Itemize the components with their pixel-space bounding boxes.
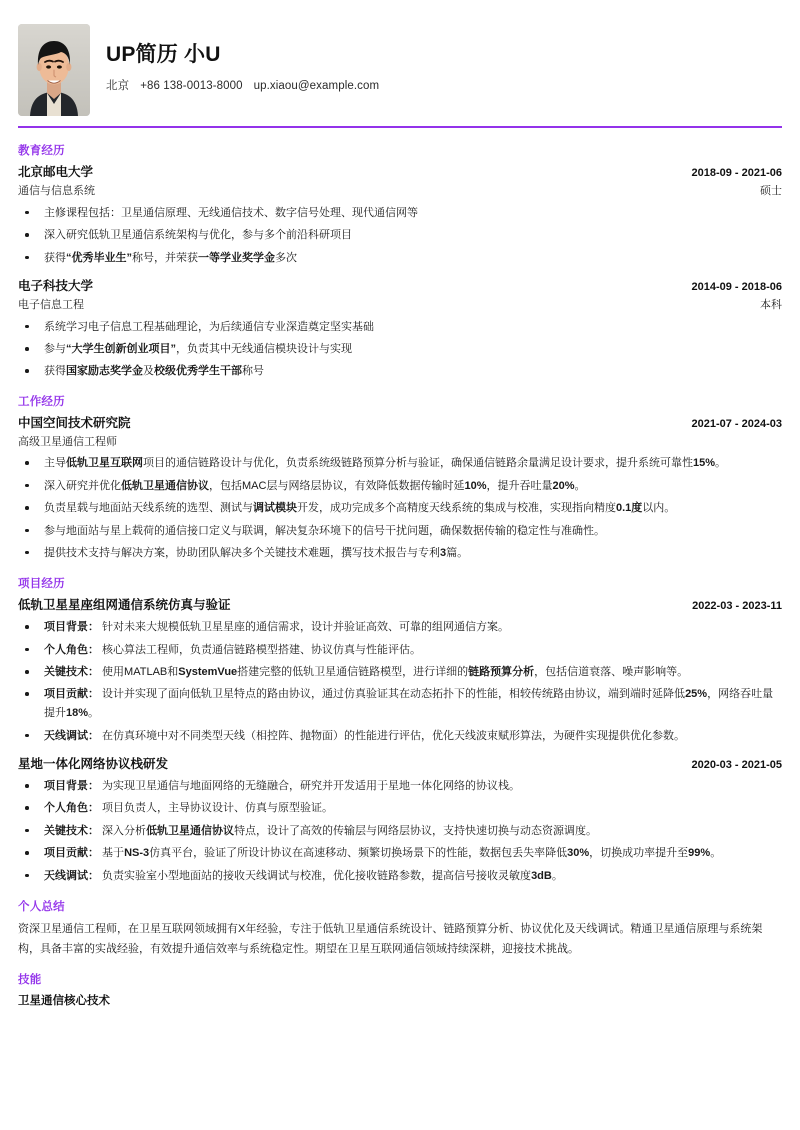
bullet-text: 设计并实现了面向低轨卫星特点的路由协议，通过仿真验证其在动态拓扑下的性能，相较传统路由协议，端到端时延降低 — [99, 688, 686, 701]
bullet-text: 项目的通信链路设计与优化，负责系统级链路预算分析与验证，确保通信链路余量满足设计要求，提升系统可靠性 — [143, 457, 693, 470]
bullet-emphasis: 30% — [567, 847, 590, 860]
entry-subtitle: 电子信息工程 — [18, 299, 84, 312]
bullet-emphasis: 20% — [552, 479, 575, 492]
list-item — [18, 618, 782, 637]
list-item — [18, 777, 782, 796]
bullet-emphasis: 个人角色： — [44, 643, 99, 656]
bullet-text: 以内。 — [642, 502, 676, 515]
entry-date-range: 2014-09 - 2018-06 — [691, 280, 782, 293]
list-item — [18, 454, 782, 473]
bullet-text: 。 — [715, 457, 727, 470]
entry-date-range: 2018-09 - 2021-06 — [691, 167, 782, 179]
bullet-emphasis: 天线调试： — [44, 729, 99, 742]
bullet-text: 获得 — [44, 251, 66, 264]
entry-header-row — [18, 277, 782, 296]
bullet-emphasis: 低轨卫星互联网 — [66, 457, 143, 470]
bullet-emphasis: 国家励志奖学金 — [66, 365, 143, 378]
entry — [18, 414, 782, 563]
entry-header-row — [18, 163, 782, 182]
bullet-emphasis: “优秀毕业生” — [66, 251, 132, 264]
entry-organization: 北京邮电大学 — [18, 165, 94, 179]
bullet-emphasis: 3dB — [531, 869, 552, 882]
bullet-text: ，网络吞吐量提升 — [44, 688, 774, 720]
list-item — [18, 204, 782, 223]
entry-organization: 中国空间技术研究院 — [18, 416, 131, 431]
bullet-emphasis: 项目贡献： — [44, 688, 99, 701]
contact-location: 北京 — [106, 80, 130, 93]
bullet-list — [18, 618, 782, 745]
bullet-list — [18, 318, 782, 382]
section-title-work: 工作经历 — [18, 396, 65, 409]
entry — [18, 596, 782, 746]
section-title-education: 教育经历 — [18, 145, 65, 157]
bullet-text: 主导 — [44, 457, 66, 470]
bullet-text: 。 — [710, 847, 722, 860]
bullet-emphasis: 项目背景： — [44, 621, 99, 634]
bullet-text: 搭建完整的低轨卫星通信链路模型，进行详细的 — [237, 666, 469, 679]
list-item — [18, 867, 782, 886]
bullet-text: 开发，成功完成多个高精度天线系统的集成与校准，实现指向精度 — [297, 502, 616, 515]
bullet-text: 项目负责人，主导协议设计、仿真与原型验证。 — [99, 802, 334, 815]
list-item — [18, 499, 782, 518]
section-title-summary: 个人总结 — [18, 900, 65, 913]
bullet-emphasis: 链路预算分析 — [468, 666, 535, 679]
bullet-emphasis: 10% — [464, 479, 487, 492]
bullet-emphasis: 3 — [440, 546, 447, 559]
entry-date-range: 2021-07 - 2024-03 — [691, 418, 782, 431]
bullet-emphasis: 个人角色： — [44, 802, 99, 815]
list-item — [18, 249, 782, 268]
entry-header-row — [18, 755, 782, 774]
list-item — [18, 226, 782, 245]
bullet-text: 。 — [551, 869, 563, 882]
bullet-text: ，负责其中无线通信模块设计与实现 — [176, 343, 352, 356]
bullet-emphasis: 0.1度 — [616, 502, 643, 515]
entry-subtitle-row — [18, 296, 782, 315]
bullet-emphasis: 15% — [693, 457, 716, 470]
bullet-text: 称号，并荣获 — [132, 251, 198, 264]
bullet-emphasis: 99% — [688, 847, 711, 860]
bullet-emphasis: 低轨卫星通信协议 — [146, 824, 235, 837]
entry-header-row — [18, 596, 782, 615]
entry-subtitle: 通信与信息系统 — [18, 185, 95, 198]
bullet-text: 主修课程包括：卫星通信原理、无线通信技术、数字信号处理、现代通信网等 — [44, 206, 418, 219]
bullet-text: 称号 — [242, 365, 264, 378]
list-item — [18, 318, 782, 337]
bullet-text: 参与地面站与星上载荷的通信接口定义与联调，解决复杂环境下的信号干扰问题，确保数据传输的稳定性与准确性。 — [44, 524, 605, 537]
bullet-emphasis: 调试模块 — [253, 502, 297, 515]
bullet-text: ，提升吞吐量 — [486, 479, 553, 492]
bullet-text: 负责实验室小型地面站的接收天线调试与校准，优化接收链路参数，提高信号接收灵敏度 — [99, 869, 532, 882]
bullet-emphasis: 天线调试： — [44, 869, 99, 882]
list-item — [18, 522, 782, 541]
bullet-text: 深入分析 — [99, 824, 147, 837]
bullet-text: 。 — [574, 479, 586, 492]
contact-phone: +86 138-0013-8000 — [140, 80, 243, 93]
entry-subtitle: 高级卫星通信工程师 — [18, 435, 117, 448]
bullet-list — [18, 454, 782, 563]
bullet-text: 使用MATLAB和 — [99, 666, 179, 679]
bullet-text: 多次 — [275, 251, 297, 264]
skill-group-title: 卫星通信核心技术 — [18, 994, 110, 1007]
resume-body — [18, 142, 782, 1010]
bullet-emphasis: 低轨卫星通信协议 — [121, 479, 209, 492]
section-education — [18, 142, 782, 381]
entry-subtitle-row — [18, 182, 782, 201]
bullet-text: 获得 — [44, 365, 66, 378]
bullet-text: ，包括信道衰落、噪声影响等。 — [534, 666, 689, 679]
bullet-text: 针对未来大规模低轨卫星星座的通信需求，设计并验证高效、可靠的组网通信方案。 — [99, 621, 510, 634]
section-work — [18, 393, 782, 563]
section-skills — [18, 971, 782, 1010]
entry-degree: 本科 — [760, 299, 782, 312]
bullet-text: 参与 — [44, 343, 66, 356]
bullet-text: ，包括MAC层与网络层协议，有效降低数据传输时延 — [209, 479, 465, 492]
section-title-skills: 技能 — [18, 973, 42, 986]
bullet-emphasis: 项目背景： — [44, 780, 99, 793]
list-item — [18, 685, 782, 723]
bullet-list — [18, 204, 782, 268]
bullet-emphasis: 18% — [66, 707, 89, 720]
section-projects — [18, 575, 782, 886]
resume-header — [18, 0, 782, 118]
entry-degree: 硕士 — [760, 185, 782, 198]
page-title: UP简历 小U — [106, 42, 221, 66]
bullet-text: 核心算法工程师，负责通信链路模型搭建、协议仿真与性能评估。 — [99, 643, 422, 656]
bullet-text: 特点，设计了高效的传输层与网络层协议，支持快速切换与动态资源调度。 — [234, 824, 598, 837]
avatar — [18, 24, 90, 116]
contact-line — [106, 77, 379, 93]
list-item — [18, 340, 782, 359]
list-item — [18, 362, 782, 381]
entry-organization: 电子科技大学 — [18, 278, 94, 293]
bullet-text: 。 — [88, 707, 100, 720]
bullet-text: ，切换成功率提升至 — [589, 847, 689, 860]
bullet-emphasis: 关键技术： — [44, 824, 99, 837]
entry-organization: 低轨卫星星座组网通信系统仿真与验证 — [18, 597, 231, 612]
entry-date-range: 2020-03 - 2021-05 — [691, 758, 782, 771]
contact-email[interactable]: up.xiaou@example.com — [253, 80, 380, 93]
list-item — [18, 477, 782, 496]
list-item — [18, 727, 782, 746]
portrait-photo-icon — [18, 24, 90, 116]
bullet-list — [18, 777, 782, 886]
list-item — [18, 799, 782, 818]
bullet-emphasis: SystemVue — [178, 666, 238, 679]
entry-subtitle-row — [18, 434, 782, 452]
bullet-text: 基于 — [99, 847, 125, 860]
header-divider — [18, 126, 782, 128]
list-item — [18, 663, 782, 682]
entry — [18, 755, 782, 886]
bullet-emphasis: NS-3 — [124, 847, 150, 860]
list-item — [18, 844, 782, 863]
bullet-emphasis: 一等学业奖学金 — [198, 251, 275, 264]
list-item — [18, 641, 782, 660]
summary-text: 资深卫星通信工程师，在卫星互联网领域拥有X年经验，专注于低轨卫星通信系统设计、链路预算分析、协议优化及天线调试。精通卫星通信原理与系统架构，具备丰富的实战经验，有效提升通信效率与系统稳定性。期望在卫星互联网通信领域持续深耕，迎接技术挑战。 — [18, 922, 763, 955]
bullet-text: 深入研究并优化 — [44, 479, 121, 492]
list-item — [18, 544, 782, 563]
bullet-text: 及 — [143, 365, 154, 378]
identity-block — [106, 41, 379, 99]
bullet-text: 深入研究低轨卫星通信系统架构与优化，参与多个前沿科研项目 — [44, 229, 352, 242]
bullet-emphasis: “大学生创新创业项目” — [66, 343, 176, 356]
bullet-text: 为实现卫星通信与地面网络的无缝融合，研究并开发适用于星地一体化网络的协议栈。 — [99, 780, 521, 793]
entry — [18, 163, 782, 268]
bullet-text: 提供技术支持与解决方案，协助团队解决多个关键技术难题，撰写技术报告与专利 — [44, 546, 440, 559]
bullet-text: 在仿真环境中对不同类型天线（相控阵、抛物面）的性能进行评估，优化天线波束赋形算法，为硬件实现提供优化参数。 — [99, 729, 686, 742]
section-summary — [18, 898, 782, 959]
bullet-text: 系统学习电子信息工程基础理论，为后续通信专业深造奠定坚实基础 — [44, 320, 374, 333]
section-title-projects: 项目经历 — [18, 577, 65, 590]
entry-date-range: 2022-03 - 2023-11 — [692, 599, 782, 612]
bullet-emphasis: 关键技术： — [44, 666, 99, 679]
bullet-text: 负责星载与地面站天线系统的选型、测试与 — [44, 502, 253, 515]
bullet-emphasis: 项目贡献： — [44, 847, 99, 860]
bullet-emphasis: 校级优秀学生干部 — [154, 365, 242, 378]
entry — [18, 277, 782, 382]
bullet-text: 仿真平台，验证了所设计协议在高速移动、频繁切换场景下的性能，数据包丢失率降低 — [149, 847, 568, 860]
list-item — [18, 822, 782, 841]
entry-header-row — [18, 414, 782, 433]
entry-organization: 星地一体化网络协议栈研发 — [18, 756, 169, 771]
bullet-emphasis: 25% — [685, 688, 708, 701]
bullet-text: 篇。 — [446, 546, 469, 559]
